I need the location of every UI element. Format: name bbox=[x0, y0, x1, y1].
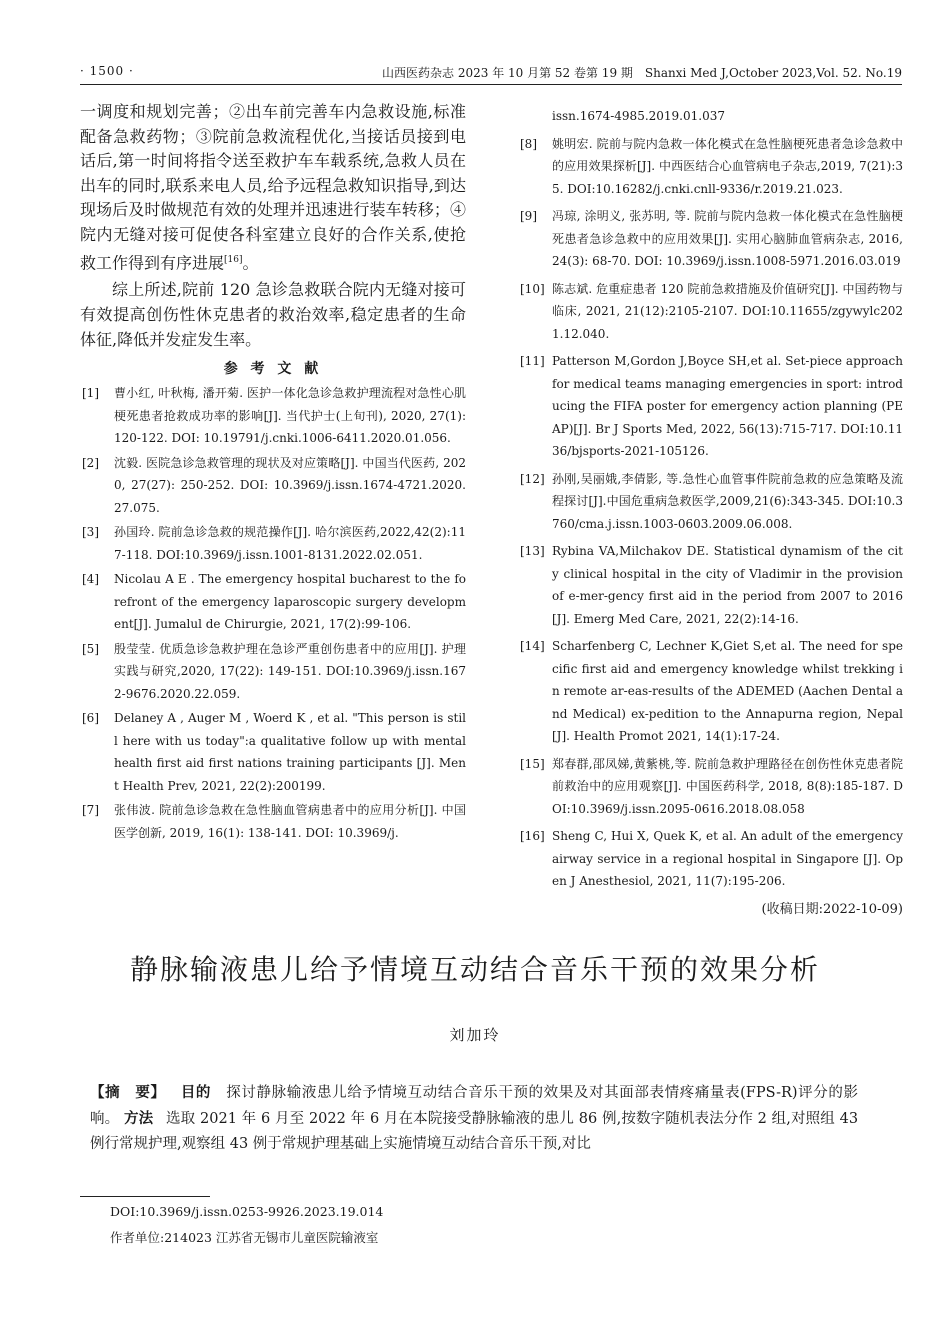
article-author: 刘加玲 bbox=[449, 1026, 501, 1044]
page-number: · 1500 · bbox=[80, 64, 134, 78]
reference-item: [12] 孙刚,吴丽娥,李倩影, 等.急性心血管事件院前急救的应急策略及流程探讨[J].中国危重病急救医学,2009,21(6):343-345. DOI:10.3760/cma.j.issn.1003-0603.2009.06.008. bbox=[520, 471, 903, 531]
reference-continuation: issn.1674-4985.2019.01.037 bbox=[552, 109, 725, 123]
right-column bbox=[518, 105, 903, 917]
reference-item: [2] 沈毅. 医院急诊急救管理的现状及对应策略[J]. 中国当代医药, 2020, 27(27): 250-252. DOI: 10.3969/j.issn.1674-4721.2020.27.075. bbox=[82, 455, 466, 515]
reference-item: [7] 张伟波. 院前急诊急救在急性脑血管病患者中的应用分析[J]. 中国医学创新, 2019, 16(1): 138-141. DOI: 10.3969/j. bbox=[82, 803, 466, 840]
objective-text: 探讨静脉输液患儿给予情境互动结合音乐干预的效果及对其面部表情疼痛量表(FPS-R)评分的影响。 bbox=[90, 1085, 859, 1127]
article-title: 静脉输液患儿给予情境互动结合音乐干预的效果分析 bbox=[129, 953, 820, 986]
reference-item: [4] Nicolau A E . The emergency hospital bucharest to the forefront of the emergency laparoscopic surgery development[J]. Jumalul de Chirurgie, 2021, 17(2):99-106. bbox=[82, 572, 466, 632]
reference-item: [15] 郑春群,邵凤娣,黄紫桃,等. 院前急救护理路径在创伤性休克患者院前救治中的应用观察[J]. 中国医药科学, 2018, 8(8):185-187. DOI:10.3969/j.issn.2095-0616.2018.08.058 bbox=[520, 756, 903, 816]
body-paragraph-2: 综上所述,院前 120 急诊急救联合院内无缝对接可有效提高创伤性休克患者的救治效率,稳定患者的生命体征,降低并发症发生率。 bbox=[80, 280, 466, 349]
running-header bbox=[80, 62, 902, 85]
received-date: (收稿日期:2022-10-09) bbox=[761, 901, 903, 917]
doi-footnote: DOI:10.3969/j.issn.0253-9926.2023.19.014 bbox=[110, 1204, 384, 1219]
reference-item: [6] Delaney A , Auger M , Woerd K , et al. "This person is still here with us today":a qualitative follow up with mental health first aid first nations training participants [J]. Ment Health Prev, 2021, 22(2):200199. bbox=[82, 711, 466, 793]
reference-item: [10] 陈志斌. 危重症患者 120 院前急救措施及价值研究[J]. 中国药物与临床, 2021, 21(12):2105-2107. DOI:10.11655/zgywylc2021.12.040. bbox=[520, 281, 903, 341]
reference-item: [5] 殷莹莹. 优质急诊急救护理在急诊严重创伤患者中的应用[J]. 护理实践与研究,2020, 17(22): 149-151. DOI:10.3969/j.issn.1672-9676.2020.22.059. bbox=[82, 641, 466, 701]
citation-16: [16] bbox=[224, 254, 243, 265]
references-heading: 参 考 文 献 bbox=[223, 361, 323, 378]
method-text: 选取 2021 年 6 月至 2022 年 6 月在本院接受静脉输液的患儿 86 例,按数字随机表法分作 2 组,对照组 43 例行常规护理,观察组 43 例于常规护理基础上实施情境互动结合音乐干预,对比 bbox=[90, 1111, 859, 1152]
left-column bbox=[80, 100, 466, 846]
reference-item: [13] Rybina VA,Milchakov DE. Statistical dynamism of the city clinical hospital in the city of Vladimir in the provision of e-mer-gency first aid in the period from 2007 to 2016[J]. Emerg Med Care, 2021, 22(2):14-16. bbox=[520, 544, 903, 626]
reference-item: [16] Sheng C, Hui X, Quek K, et al. An adult of the emergency airway service in a regional hospital in Singapore [J]. Open J Anesthesiol, 2021, 11(7):195-206. bbox=[520, 829, 903, 888]
reference-item: [1] 曹小红, 叶秋梅, 潘开菊. 医护一体化急诊急救护理流程对急性心肌梗死患者抢救成功率的影响[J]. 当代护士(上旬刊), 2020, 27(1): 120-122. DOI: 10.19791/j.cnki.1006-6411.2020.01.056. bbox=[82, 386, 466, 446]
journal-citation: 山西医药杂志 2023 年 10 月第 52 卷第 19 期 Shanxi Med J,October 2023,Vol. 52. No.19 bbox=[382, 66, 902, 80]
body-paragraph-1: 一调度和规划完善；②出车前完善车内急救设施,标准配备急救药物；③院前急救流程优化,当接话员接到电话后,第一时间将指令送至救护车车载系统,急救人员在出车的同时,联系来电人员,给予远程急救知识指导,到达现场后及时做规范有效的处理并迅速进行装车转移；④院内无缝对接可促使各科室建立良好的合作关系,使抢救工作得到有序进展[16]。 bbox=[80, 102, 466, 272]
objective-label: 目的 bbox=[180, 1084, 212, 1101]
reference-item: [9] 冯琼, 涂明义, 张苏明, 等. 院前与院内急救一体化模式在急性脑梗死患者急诊急救中的应用效果[J]. 实用心脑肺血管病杂志, 2016, 24(3): 68-70. DOI: 10.3969/j.issn.1008-5971.2016.03.019 bbox=[520, 209, 903, 268]
reference-list-right bbox=[518, 105, 903, 893]
affiliation-footnote: 作者单位:214023 江苏省无锡市儿童医院输液室 bbox=[110, 1230, 379, 1245]
method-label: 方法 bbox=[124, 1110, 154, 1127]
abstract-label: 【摘 要】 bbox=[90, 1084, 166, 1101]
reference-item: [8] 姚明宏. 院前与院内急救一体化模式在急性脑梗死患者急诊急救中的应用效果探析[J]. 中西医结合心血管病电子杂志,2019, 7(21):35. DOI:10.16282/j.cnki.cnll-9336/r.2019.21.023. bbox=[520, 136, 903, 196]
reference-item: [3] 孙国玲. 院前急诊急救的规范操作[J]. 哈尔滨医药,2022,42(2):117-118. DOI:10.3969/j.issn.1001-8131.2022.02.051. bbox=[82, 525, 466, 562]
reference-item: [11] Patterson M,Gordon J,Boyce SH,et al. Set-piece approach for medical teams managing emergencies in sport: introducing the FIFA poster for emergency action planning (PEAP)[J]. Br J Sports Med, 2022, 56(13):715-717. DOI:10.1136/bjsports-2021-105126. bbox=[520, 354, 903, 458]
footnote-divider bbox=[80, 1196, 210, 1197]
reference-item: [14] Scharfenberg C, Lechner K,Giet S,et al. The need for specific first aid and emergency knowledge whilst trekking in remote ar-eas-results of the ADEMED (Aachen Dental and Medical) ex-pedition to the Annapurna region, Nepal [J]. Health Promot 2021, 14(1):17-24. bbox=[520, 639, 903, 743]
abstract bbox=[90, 1080, 858, 1157]
reference-list-left bbox=[80, 382, 466, 844]
